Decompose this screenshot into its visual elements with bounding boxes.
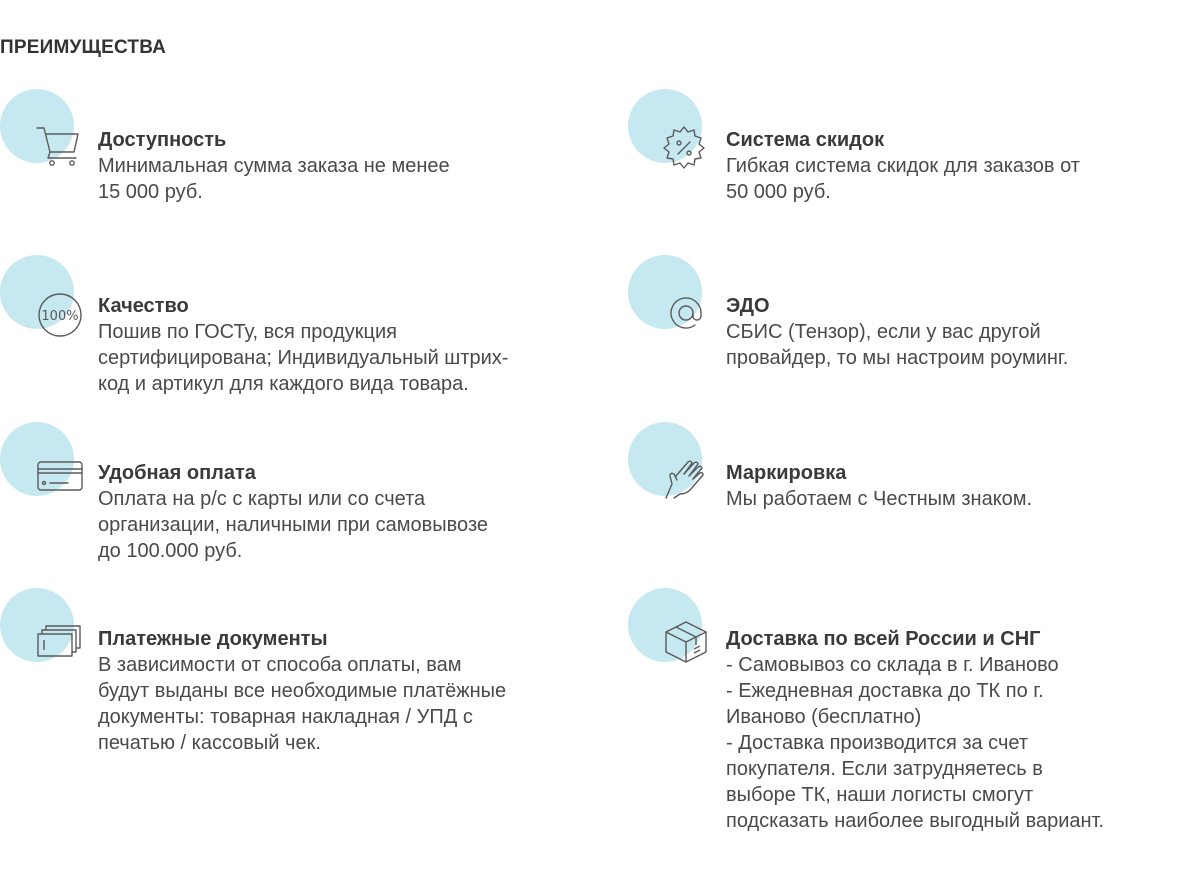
hand-icon [660,454,708,502]
feature-description: Мы работаем с Честным знаком. [726,488,1033,510]
feature-title: Маркировка [726,462,847,484]
credit-card-icon [36,452,84,500]
discount-badge-icon [660,123,708,171]
quality-100-icon [36,291,84,339]
feature-title: Качество [98,295,189,317]
feature-description: Пошив по ГОСТу, вся продукция сертифицирована; Индивидуальный штрих- код и артикул для каждого вида товара. [98,321,509,395]
at-sign-icon [662,289,710,337]
feature-title: Удобная оплата [98,462,256,484]
feature-description: Гибкая система скидок для заказов от 50 000 руб. [726,155,1080,203]
feature-title: Платежные документы [98,628,328,650]
feature-title: Система скидок [726,129,885,151]
quality-100-icon-text: 100% [41,309,79,324]
feature-description: В зависимости от способа оплаты, вам будут выданы все необходимые платёжные документы: товарная накладная / УПД с печатью / кассовый чек. [98,654,507,754]
feature-title: Доставка по всей России и СНГ [726,628,1041,650]
feature-title: Доступность [98,129,227,151]
documents-icon [36,616,84,664]
section-title: ПРЕИМУЩЕСТВА [0,37,167,58]
package-icon [662,618,710,666]
feature-title: ЭДО [726,295,770,317]
feature-description: - Самовывоз со склада в г. Иваново - Ежедневная доставка до ТК по г. Иваново (бесплатно) - Доставка производится за счет покупателя. Если затрудняетесь в выборе ТК, наши логисты смогут подсказать наиболее выгодный вариант. [726,654,1105,832]
cart-icon [34,122,82,170]
feature-description: СБИС (Тензор), если у вас другой провайдер, то мы настроим роуминг. [726,321,1069,369]
feature-description: Минимальная сумма заказа не менее 15 000 руб. [98,155,450,203]
feature-description: Оплата на р/с с карты или со счета организации, наличными при самовывозе до 100.000 руб. [98,488,489,562]
